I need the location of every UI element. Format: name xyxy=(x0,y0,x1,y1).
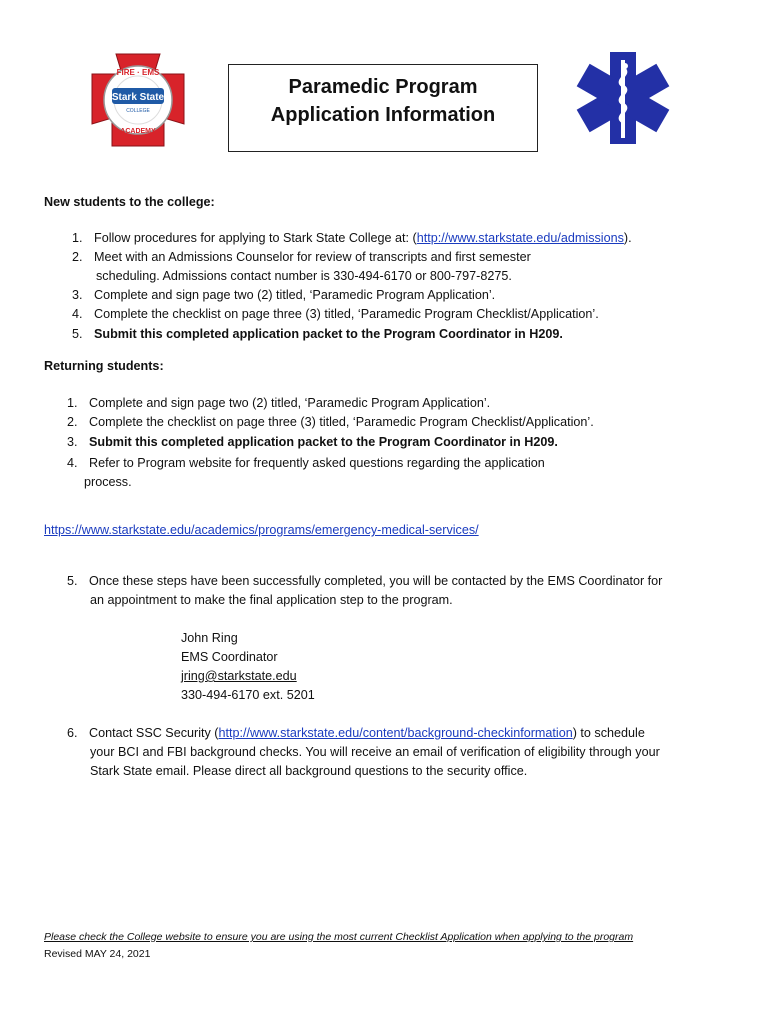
item-text: Complete and sign page two (2) titled, ‘Paramedic Program Application’. xyxy=(89,396,491,410)
list-item xyxy=(72,286,495,304)
item-text-continued: process. xyxy=(84,475,132,489)
item-text: Submit this completed application packet to the Program Coordinator in H209. xyxy=(94,327,563,341)
item-text-post: ) to schedule xyxy=(572,726,645,740)
item-number: 4. xyxy=(72,307,83,321)
item-number: 4. xyxy=(67,456,78,470)
item-text-continued: scheduling. Admissions contact number is 330-494-6170 or 800-797-8275. xyxy=(96,269,512,283)
page-title-line2: Application Information xyxy=(270,104,496,126)
item-number: 1. xyxy=(72,231,83,245)
new-students-heading: New students to the college: xyxy=(44,195,215,209)
revised-date: Revised MAY 24, 2021 xyxy=(44,948,151,960)
item-text: Follow procedures for applying to Stark State College at: ( xyxy=(94,231,417,245)
item-text: Complete the checklist on page three (3) titled, ‘Paramedic Program Checklist/Application’. xyxy=(94,307,599,321)
item-text-continued: Stark State email. Please direct all background questions to the security office. xyxy=(90,764,528,778)
logo-top-text: FIRE · EMS xyxy=(116,68,160,77)
item-text-continued: your BCI and FBI background checks. You will receive an email of verification of eligibility through your xyxy=(90,745,660,759)
item-number: 5. xyxy=(72,327,83,341)
fire-ems-logo xyxy=(86,48,190,150)
list-item xyxy=(67,433,558,451)
title-box xyxy=(228,64,538,152)
logo-center-text: Stark State xyxy=(111,92,165,103)
contact-phone: 330-494-6170 ext. 5201 xyxy=(181,688,315,702)
contact-name: John Ring xyxy=(181,631,238,645)
logo-sub-text: COLLEGE xyxy=(126,108,150,114)
item-text: Contact SSC Security ( xyxy=(89,726,219,740)
item-text-post: ). xyxy=(623,231,632,245)
item-number: 3. xyxy=(72,288,83,302)
item-text: Once these steps have been successfully completed, you will be contacted by the EMS Coordinator for xyxy=(89,574,663,588)
security-link[interactable]: http://www.starkstate.edu/content/background-checkinformation xyxy=(218,726,573,740)
item-text-continued: an appointment to make the final application step to the program. xyxy=(90,593,453,607)
returning-students-heading: Returning students: xyxy=(44,359,164,373)
list-item xyxy=(72,305,599,323)
program-website-link[interactable]: https://www.starkstate.edu/academics/programs/emergency-medical-services/ xyxy=(44,523,479,537)
list-item xyxy=(67,572,662,590)
item-number: 2. xyxy=(72,250,83,264)
list-item xyxy=(67,394,490,412)
list-item xyxy=(67,454,545,472)
item-text: Meet with an Admissions Counselor for review of transcripts and first semester xyxy=(94,250,531,264)
item-number: 5. xyxy=(67,574,78,588)
item-number: 1. xyxy=(67,396,78,410)
admissions-link[interactable]: http://www.starkstate.edu/admissions xyxy=(416,231,624,245)
list-item xyxy=(72,229,632,247)
list-item xyxy=(72,325,563,343)
item-text: Complete and sign page two (2) titled, ‘Paramedic Program Application’. xyxy=(94,288,496,302)
item-number: 6. xyxy=(67,726,78,740)
list-item xyxy=(72,248,531,266)
item-text: Submit this completed application packet to the Program Coordinator in H209. xyxy=(89,435,558,449)
star-of-life-icon xyxy=(570,48,676,148)
list-item xyxy=(67,724,645,742)
contact-role: EMS Coordinator xyxy=(181,650,278,664)
list-item xyxy=(67,413,594,431)
logo-bottom-text: ACADEMY xyxy=(120,128,156,135)
item-text: Complete the checklist on page three (3) titled, ‘Paramedic Program Checklist/Application’. xyxy=(89,415,594,429)
contact-email-link[interactable]: jring@starkstate.edu xyxy=(181,669,297,683)
footer-note: Please check the College website to ensure you are using the most current Checklist Application when applying to the program xyxy=(44,931,634,943)
item-number: 2. xyxy=(67,415,78,429)
item-number: 3. xyxy=(67,435,78,449)
item-text: Refer to Program website for frequently asked questions regarding the application xyxy=(89,456,545,470)
page-title-line1: Paramedic Program xyxy=(288,76,478,98)
